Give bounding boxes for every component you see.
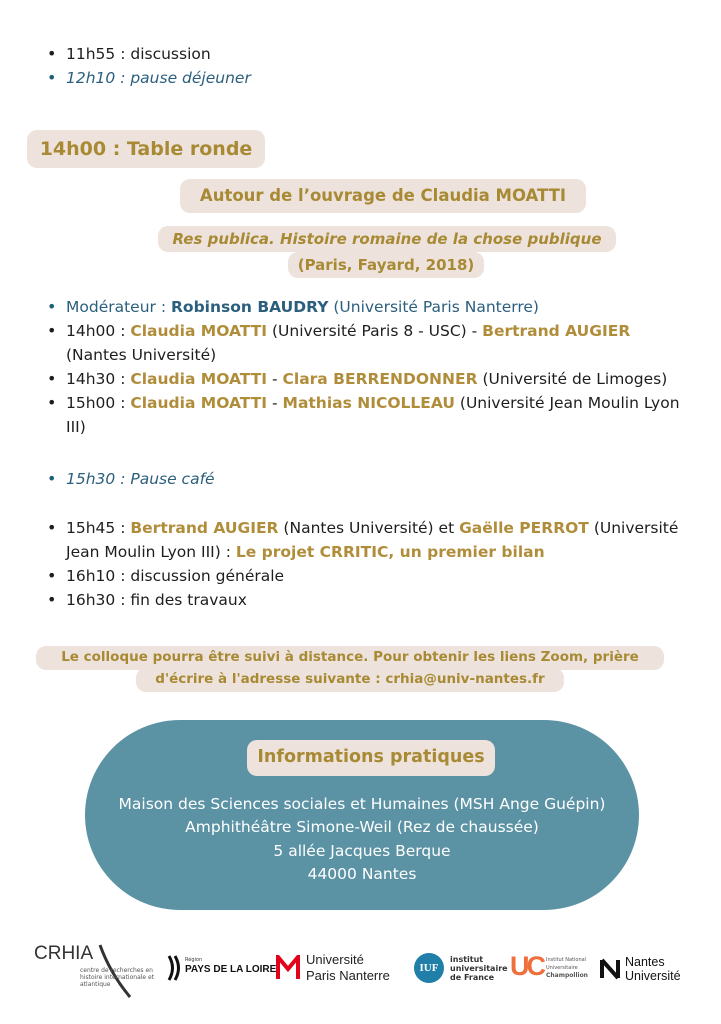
top-list bbox=[44, 42, 680, 90]
list-item: • 12h10 : pause déjeuner bbox=[44, 66, 680, 90]
iuf-logo: IUF institut universitaire de France bbox=[414, 953, 504, 987]
program-list-2 bbox=[44, 516, 680, 612]
book-title: Res publica. Histoire romaine de la chose publique bbox=[172, 230, 602, 248]
book-publication: (Paris, Fayard, 2018) bbox=[297, 256, 475, 274]
section-title: 14h00 : Table ronde bbox=[39, 138, 253, 160]
pause-list bbox=[44, 467, 680, 491]
list-item: • 11h55 : discussion bbox=[44, 42, 680, 66]
list-item: • 16h10 : discussion générale bbox=[44, 564, 680, 588]
pays-de-la-loire-logo: Région PAYS DE LA LOIRE bbox=[166, 953, 266, 985]
crhia-logo: CRHIA centre de recherches en histoire internationale et atlantique bbox=[34, 943, 164, 1001]
info-room: Amphithéâtre Simone-Weil (Rez de chaussée) bbox=[185, 818, 539, 836]
list-item: • 16h30 : fin des travaux bbox=[44, 588, 680, 612]
list-item: • 15h30 : Pause café bbox=[44, 467, 680, 491]
list-item: • 15h00 : Claudia MOATTI - Mathias NICOLLEAU (Université Jean Moulin Lyon III) bbox=[44, 391, 680, 439]
info-street: 5 allée Jacques Berque bbox=[273, 842, 451, 860]
notice-line-2: d'écrire à l'adresse suivante : crhia@univ-nantes.fr bbox=[155, 671, 545, 687]
subtitle: Autour de l’ouvrage de Claudia MOATTI bbox=[199, 186, 567, 205]
notice-line-1: Le colloque pourra être suivi à distance. Pour obtenir les liens Zoom, prière bbox=[61, 649, 639, 665]
nantes-universite-logo: Nantes Université bbox=[600, 955, 700, 985]
list-item: • 14h30 : Claudia MOATTI - Clara BERRENDONNER (Université de Limoges) bbox=[44, 367, 680, 391]
champollion-logo: UC Institut National Universitaire Champollion bbox=[510, 951, 588, 981]
list-item: • Modérateur : Robinson BAUDRY (Université Paris Nanterre) bbox=[44, 295, 680, 319]
info-title: Informations pratiques bbox=[257, 747, 485, 767]
info-city: 44000 Nantes bbox=[307, 865, 417, 883]
program-list bbox=[44, 295, 680, 439]
list-item: • 14h00 : Claudia MOATTI (Université Paris 8 - USC) - Bertrand AUGIER (Nantes Université) bbox=[44, 319, 680, 367]
list-item: • 15h45 : Bertrand AUGIER (Nantes Université) et Gaëlle PERROT (Université Jean Moulin Lyon III) : Le projet CRRITIC, un premier bilan bbox=[44, 516, 680, 564]
info-venue: Maison des Sciences sociales et Humaines (MSH Ange Guépin) bbox=[118, 795, 606, 813]
nanterre-logo: Université Paris Nanterre bbox=[276, 951, 406, 987]
